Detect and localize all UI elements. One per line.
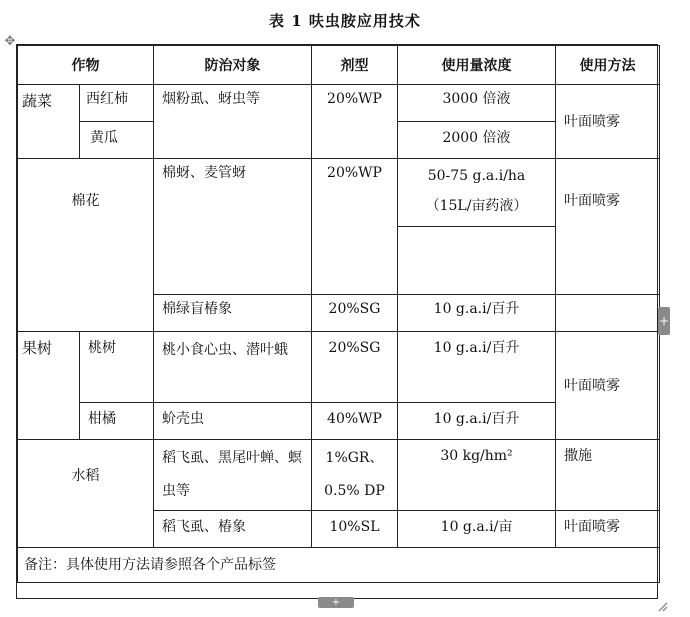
dosage-cell: 30 kg/hm² <box>398 440 556 511</box>
target-cell: 烟粉虱、蚜虫等 <box>154 85 312 159</box>
dosage-cell <box>398 159 556 227</box>
group-cell-vegetable: 蔬菜 <box>18 85 80 159</box>
method-cell: 撒施 <box>556 440 660 511</box>
header-target: 防治对象 <box>154 46 312 85</box>
formulation-line: 1%GR、 <box>325 450 384 466</box>
target-cell: 桃小食心虫、潜叶蛾 <box>154 332 312 403</box>
header-crop: 作物 <box>18 46 154 85</box>
method-cell: 叶面喷雾 <box>556 332 660 440</box>
dosage-cell: 10 g.a.i/百升 <box>398 332 556 403</box>
crop-cell-rice: 水稻 <box>18 440 154 548</box>
crop-cell: 黄瓜 <box>80 122 154 159</box>
dosage-cell: 10 g.a.i/亩 <box>398 511 556 548</box>
dosage-cell: 10 g.a.i/百升 <box>398 295 556 332</box>
crop-cell: 柑橘 <box>80 403 154 440</box>
header-method: 使用方法 <box>556 46 660 85</box>
group-cell-fruit: 果树 <box>18 332 80 440</box>
target-cell: 蚧壳虫 <box>154 403 312 440</box>
formulation-cell: 20%SG <box>312 295 398 332</box>
formulation-cell <box>312 440 398 511</box>
method-cell <box>556 295 660 332</box>
target-cell: 棉蚜、麦管蚜 <box>154 159 312 295</box>
header-formulation: 剂型 <box>312 46 398 85</box>
formulation-cell: 20%SG <box>312 332 398 403</box>
formulation-cell: 20%WP <box>312 159 398 295</box>
formulation-cell: 20%WP <box>312 85 398 159</box>
move-handle-icon[interactable]: ✥ <box>4 33 16 49</box>
add-column-button[interactable]: + <box>658 307 670 335</box>
resize-handle-icon[interactable] <box>656 597 668 609</box>
dosage-cell: 2000 倍液 <box>398 122 556 159</box>
crop-cell: 西红柿 <box>80 85 154 122</box>
header-row <box>18 46 660 85</box>
method-cell: 叶面喷雾 <box>556 159 660 295</box>
target-cell: 稻飞虱、黑尾叶蝉、螟虫等 <box>154 440 312 511</box>
formulation-cell: 40%WP <box>312 403 398 440</box>
add-row-button[interactable]: + <box>318 597 354 608</box>
table-row <box>18 332 660 403</box>
crop-cell-cotton: 棉花 <box>18 159 154 332</box>
dosage-cell: 10 g.a.i/百升 <box>398 403 556 440</box>
note-text: 备注：具体使用方法请参照各个产品标签 <box>24 557 276 573</box>
note-row <box>18 548 660 583</box>
header-dosage: 使用量浓度 <box>398 46 556 85</box>
empty-cell <box>398 227 556 295</box>
table-row <box>18 440 660 511</box>
note-cell <box>18 548 660 583</box>
target-cell: 棉绿盲椿象 <box>154 295 312 332</box>
table-title: 表 1 呋虫胺应用技术 <box>269 12 421 30</box>
dosage-line: （15L/亩药液） <box>425 198 528 214</box>
resize-corner-icon <box>656 600 668 612</box>
dosage-line: 50-75 g.a.i/ha <box>427 168 526 184</box>
table-grid <box>17 45 660 583</box>
dosage-cell: 3000 倍液 <box>398 85 556 122</box>
method-cell: 叶面喷雾 <box>556 85 660 159</box>
target-cell: 稻飞虱、椿象 <box>154 511 312 548</box>
table-row <box>18 85 660 122</box>
crop-cell: 桃树 <box>80 332 154 403</box>
table-row <box>18 159 660 227</box>
formulation-cell: 10%SL <box>312 511 398 548</box>
formulation-line: 0.5% DP <box>324 483 385 499</box>
method-cell: 叶面喷雾 <box>556 511 660 548</box>
application-table <box>16 44 658 599</box>
